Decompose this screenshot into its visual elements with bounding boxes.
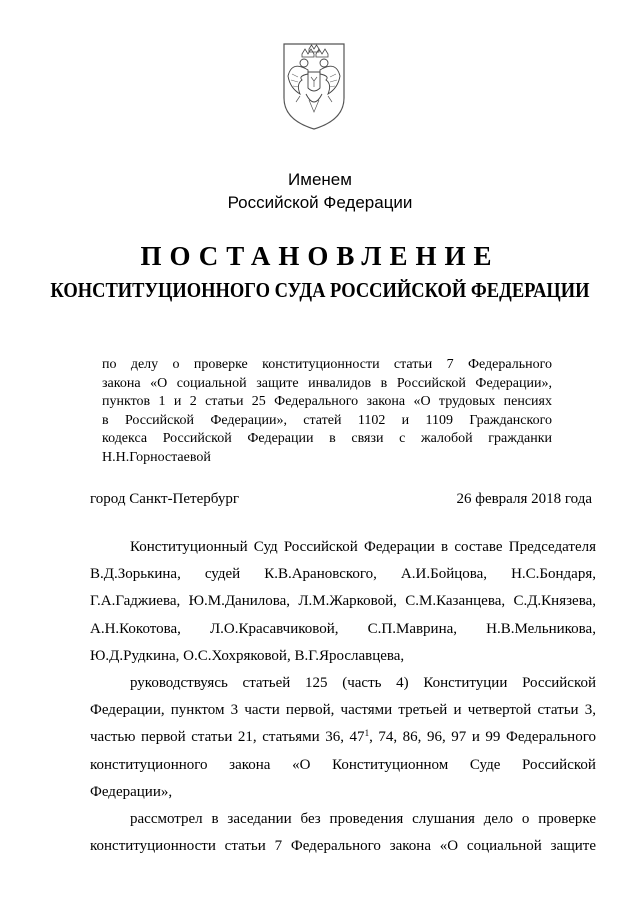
superscript: 1: [364, 728, 370, 739]
body-word: Н.В.Мельникова,: [486, 620, 596, 637]
in-the-name-line: Именем: [288, 170, 352, 189]
body-word: Конституционном: [332, 756, 449, 773]
body-line: [90, 752, 596, 779]
case-line: закона «О социальной защите инвалидов в Российской Федерации»,: [102, 375, 552, 391]
body-word: конституционного: [90, 756, 208, 773]
body-word: «О: [292, 756, 311, 773]
court-name: КОНСТИТУЦИОННОГО СУДА РОССИЙСКОЙ ФЕДЕРАЦИИ: [50, 278, 590, 302]
body-text: частью первой статьи 21, статьями 36, 47: [90, 729, 365, 746]
body-line: Ю.Д.Рудкина, О.С.Хохряковой, В.Г.Ярославцева,: [90, 647, 405, 664]
body-text: , 74, 86, 96, 97 и 99 Федерального: [369, 729, 596, 746]
body-line: Г.А.Гаджиева, Ю.М.Данилова, Л.М.Жарковой, С.М.Казанцева, С.Д.Князева,: [90, 593, 596, 610]
date-of-issue: 26 февраля 2018 года: [456, 491, 592, 507]
document-body: [90, 534, 596, 860]
case-line: в Российской Федерации», статей 1102 и 1109 Гражданского: [102, 412, 552, 428]
body-line: [90, 561, 596, 588]
body-word: закона: [229, 756, 271, 773]
body-line: Федерации, пунктом 3 части первой, частями третьей и четвертой статьи 3,: [90, 702, 596, 719]
body-line: Федерации»,: [90, 783, 173, 800]
body-line: рассмотрел в заседании без проведения слушания дело о проверке: [130, 810, 596, 827]
body-line: [90, 724, 596, 751]
body-line: конституционности статьи 7 Федерального закона «О социальной защите: [90, 838, 596, 855]
place-of-issue: город Санкт-Петербург: [90, 491, 239, 507]
body-word: Российской: [522, 756, 596, 773]
body-line: Конституционный Суд Российской Федерации в составе Председателя: [130, 539, 596, 555]
russian-federation-line: Российской Федерации: [227, 193, 413, 212]
case-line: по делу о проверке конституционности статьи 7 Федерального: [102, 357, 552, 372]
body-word: Л.О.Красавчиковой,: [210, 620, 339, 637]
case-description: [102, 356, 552, 467]
body-word: Суде: [469, 756, 501, 773]
case-line: кодекса Российской Федерации в связи с жалобой гражданки: [102, 431, 552, 446]
body-word: А.Н.Кокотова,: [90, 620, 181, 637]
document-title: ПОСТАНОВЛЕНИЕ: [140, 241, 500, 271]
case-line: Н.Н.Горностаевой: [102, 449, 211, 465]
body-word: А.И.Бойцова,: [400, 566, 488, 583]
coat-of-arms-emblem: [278, 40, 350, 132]
body-word: К.В.Арановского,: [264, 566, 377, 583]
body-word: Н.С.Бондаря,: [511, 566, 596, 583]
body-word: С.П.Маврина,: [367, 620, 458, 637]
case-line: пунктов 1 и 2 статьи 25 Федерального закона «О трудовых пенсиях: [102, 394, 552, 409]
body-line: [90, 616, 596, 643]
body-line: руководствуясь статьей 125 (часть 4) Конституции Российской: [130, 674, 596, 691]
body-word: судей: [204, 566, 241, 583]
body-word: В.Д.Зорькина,: [90, 566, 181, 583]
